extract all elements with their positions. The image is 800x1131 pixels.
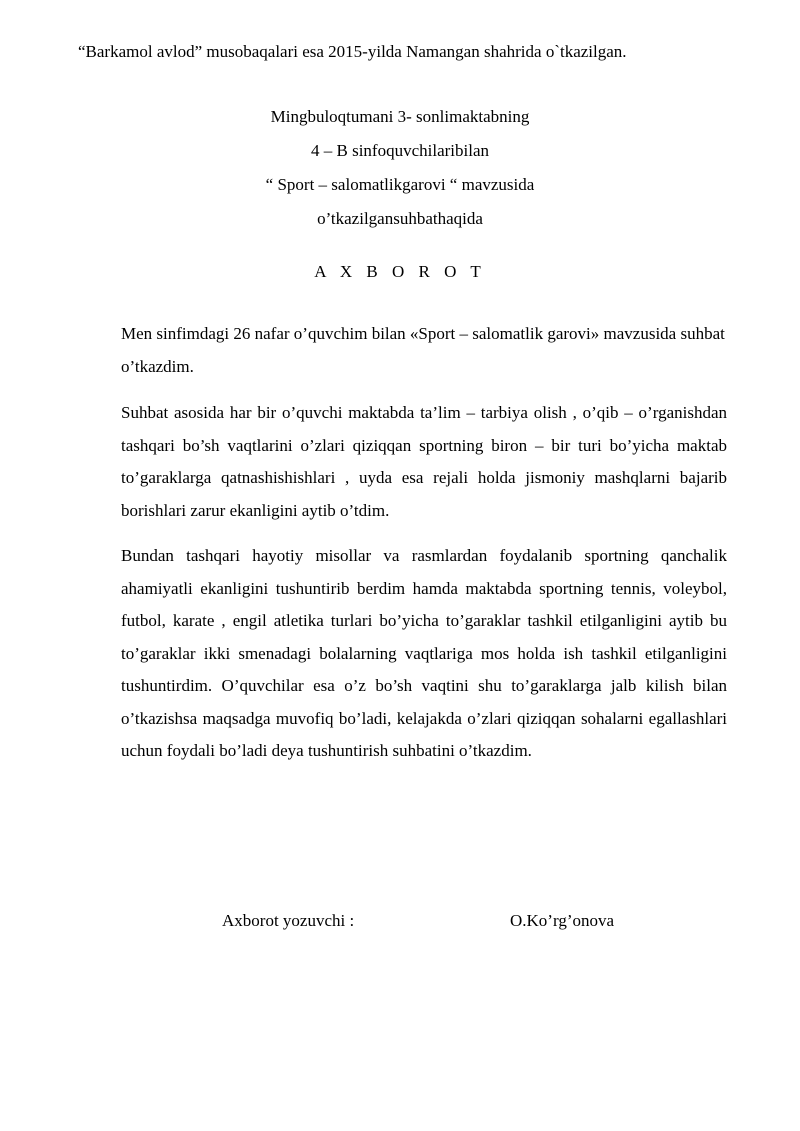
body-paragraph: Bundan tashqari hayotiy misollar va rasmlardan foydalanib sportning qanchalik ahamiyatli ekanligini tushuntirib berdim hamda maktabda sportning tennis, voleybol, futbol, karate , engil atletika turlari bo’yicha to’garaklar tashkil etilganligini aytib bu to’garaklar ikki smenadagi bolalarning vaqtlariga mos holda ish tashkil etilganligini tushuntirdim. O’quvchilar esa o’z bo’sh vaqtini shu to’garaklarga jalb kilish bilan o’tkazishsa maqsadga muvofiq bo’ladi, kelajakda o’zlari qiziqqan sohalarni egallashlari uchun foydali bo’ladi deya tushuntirish suhbatini o’tkazdim.	[121, 546, 727, 760]
signature-name: O.Ko’rg’onova	[510, 911, 615, 930]
report-heading	[0, 100, 800, 236]
document-title: A X B O R O T	[314, 262, 486, 281]
signature-label: Axborot yozuvchi :	[222, 911, 355, 930]
heading-line-topic: “ Sport – salomatlikgarovi “ mavzusida	[265, 175, 535, 194]
heading-line-class: 4 – B sinfoquvchilaribilan	[310, 141, 489, 160]
signature-block	[0, 906, 800, 936]
body-paragraph: Suhbat asosida har bir o’quvchi maktabda ta’lim – tarbiya olish , o’qib – o’rganishdan tashqari bo’sh vaqtlarini o’zlari qiziqqan sportning biron – bir turi bo’yicha maktab to’garaklarga qatnashishishlari , uyda esa rejali holda jismoniy mashqlarni bajarib borishlari zarur ekanligini aytib o’tdim.	[121, 403, 727, 520]
heading-line-about: o’tkazilgansuhbathaqida	[317, 209, 483, 228]
intro-line: “Barkamol avlod” musobaqalari esa 2015-yilda Namangan shahrida o`tkazilgan.	[78, 42, 627, 61]
heading-line-school: Mingbuloqtumani 3- sonlimaktabning	[270, 107, 530, 126]
body-paragraph: Men sinfimdagi 26 nafar o’quvchim bilan «Sport – salomatlik garovi» mavzusida suhbat o’tkazdim.	[121, 324, 725, 376]
report-body	[121, 318, 727, 781]
